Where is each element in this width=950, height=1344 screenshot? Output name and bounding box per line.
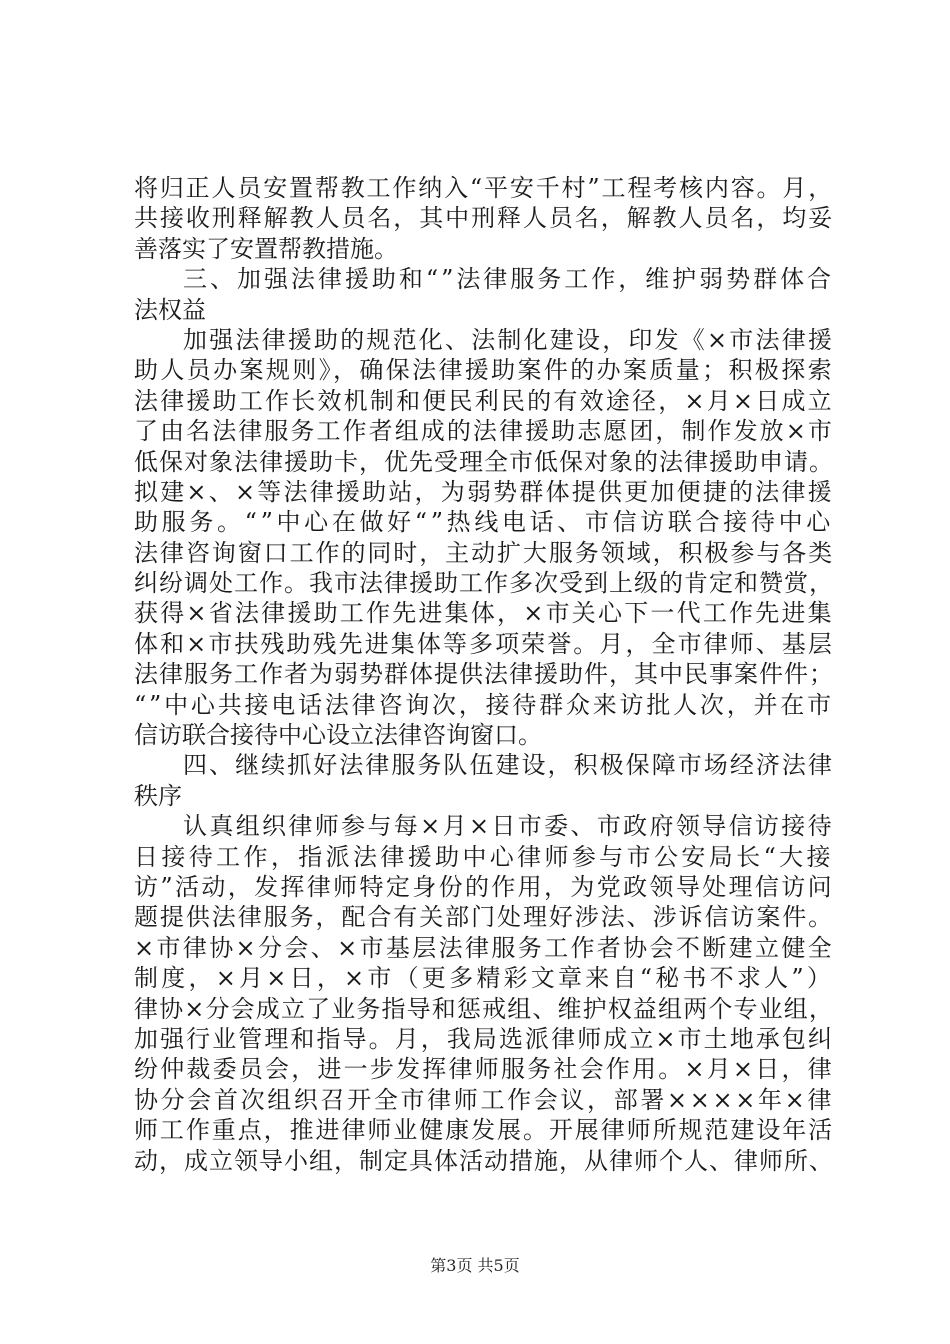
text-line: 体和×市扶残助残先进集体等多项荣誉。月，全市律师、基层 [134, 629, 834, 658]
text-line: 加强法律援助的规范化、法制化建设，印发《×市法律援 [183, 325, 834, 354]
text-line: 助人员办案规则》，确保法律援助案件的办案质量；积极探索 [134, 356, 834, 385]
text-line: 协分会首次组织召开全市律师工作会议，部署××××年×律 [134, 1085, 834, 1114]
text-line: 制度，×月×日，×市（更多精彩文章来自“秘书不求人”） [134, 964, 834, 993]
text-line: “”中心共接电话法律咨询次，接待群众来访批人次，并在市 [134, 690, 834, 719]
text-line: 题提供法律服务，配合有关部门处理好涉法、涉诉信访案件。 [134, 903, 834, 932]
text-line: 秩序 [134, 781, 182, 810]
text-line: 获得×省法律援助工作先进集体，×市关心下一代工作先进集 [134, 599, 834, 628]
text-line: 访”活动，发挥律师特定身份的作用，为党政领导处理信访问 [134, 872, 834, 901]
text-line: 助服务。“”中心在做好“”热线电话、市信访联合接待中心 [134, 508, 834, 537]
text-line: 法律咨询窗口工作的同时，主动扩大服务领域，积极参与各类 [134, 538, 834, 567]
text-line: 将归正人员安置帮教工作纳入“平安千村”工程考核内容。月， [134, 174, 834, 202]
text-line: 加强行业管理和指导。月，我局选派律师成立×市土地承包纠 [134, 1024, 834, 1053]
text-line: 日接待工作，指派法律援助中心律师参与市公安局长“大接 [134, 842, 834, 871]
text-line: 共接收刑释解教人员名，其中刑释人员名，解教人员名，均妥 [134, 204, 834, 233]
text-line: 四、继续抓好法律服务队伍建设，积极保障市场经济法律 [183, 751, 834, 780]
text-line: 纠纷调处工作。我市法律援助工作多次受到上级的肯定和赞赏， [134, 569, 834, 598]
text-line: 善落实了安置帮教措施。 [134, 234, 398, 263]
text-line: 拟建×、×等法律援助站，为弱势群体提供更加便捷的法律援 [134, 477, 834, 506]
text-line: 三、加强法律援助和“”法律服务工作，维护弱势群体合 [183, 265, 834, 294]
text-line: 认真组织律师参与每×月×日市委、市政府领导信访接待 [183, 812, 834, 841]
text-line: ×市律协×分会、×市基层法律服务工作者协会不断建立健全 [134, 933, 834, 962]
text-line: 师工作重点，推进律师业健康发展。开展律师所规范建设年活 [134, 1116, 834, 1145]
text-line: 低保对象法律援助卡，优先受理全市低保对象的法律援助申请。 [134, 447, 834, 476]
text-line: 法律援助工作长效机制和便民利民的有效途径，×月×日成立 [134, 386, 834, 415]
text-line: 律协×分会成立了业务指导和惩戒组、维护权益组两个专业组， [134, 994, 834, 1023]
text-line: 纷仲裁委员会，进一步发挥律师服务社会作用。×月×日，律 [134, 1055, 834, 1084]
text-line: 了由名法律服务工作者组成的法律援助志愿团，制作发放×市 [134, 417, 834, 446]
text-line: 动，成立领导小组，制定具体活动措施，从律师个人、律师所、 [134, 1146, 834, 1175]
text-line: 信访联合接待中心设立法律咨询窗口。 [134, 721, 542, 750]
page-number-footer: 第3页 共5页 [430, 1256, 520, 1275]
document-body [134, 173, 834, 1176]
text-line: 法权益 [134, 295, 206, 324]
text-line: 法律服务工作者为弱势群体提供法律援助件，其中民事案件件； [134, 660, 834, 689]
